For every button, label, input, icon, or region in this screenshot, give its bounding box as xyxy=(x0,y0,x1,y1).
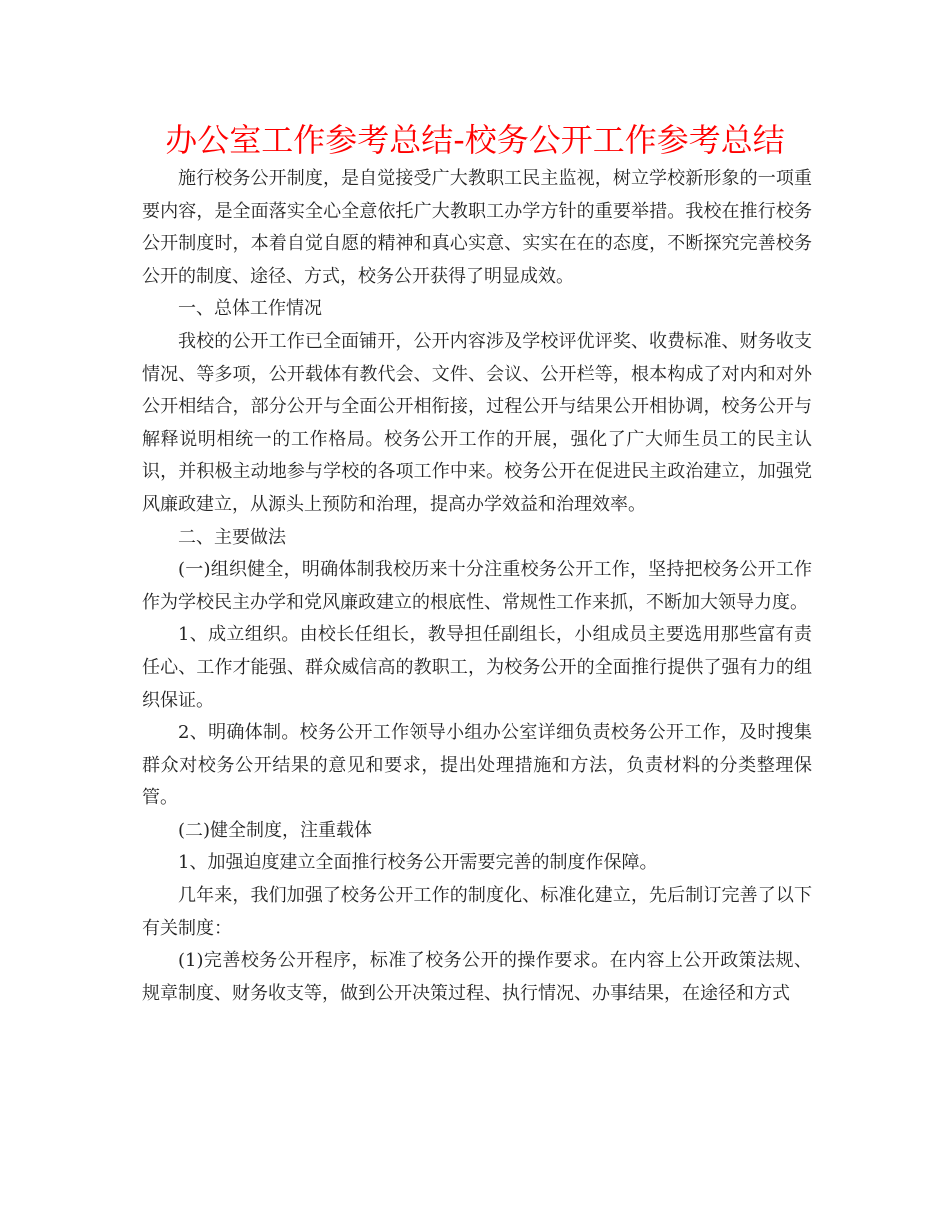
paragraph-establish-group: 1、成立组织。由校长任组长，教导担任副组长，小组成员主要选用那些富有责任心、工作才能强、群众威信高的教职工，为校务公开的全面推行提供了强有力的组织保证。 xyxy=(142,624,812,711)
paragraph-overview: 我校的公开工作已全面铺开，公开内容涉及学校评优评奖、收费标准、财务收支情况、等多项，公开载体有教代会、文件、会议、公开栏等，根本构成了对内和对外公开相结合，部分公开与全面公开相衔接，过程公开与结果公开相协调，校务公开与解释说明相统一的工作格局。校务公开工作的开展，强化了广大师生员工的民主认识，并积极主动地参与学校的各项工作中来。校务公开在促进民主政治建立，加强党风廉政建立，从源头上预防和治理，提高办学效益和治理效率。 xyxy=(142,330,812,515)
section-heading-practices: 二、主要做法 xyxy=(178,526,286,548)
paragraph-intro: 施行校务公开制度，是自觉接受广大教职工民主监视，树立学校新形象的一项重要内容，是全面落实全心全意依托广大教职工办学方针的重要举措。我校在推行校务公开制度时，本着自觉自愿的精神和真心实意、实实在在的态度，不断探究完善校务公开的制度、途径、方式，校务公开获得了明显成效。 xyxy=(142,168,812,287)
paragraph-years: 几年来，我们加强了校务公开工作的制度化、标准化建立，先后制订完善了以下有关制度： xyxy=(142,885,812,939)
document-title: 办公室工作参考总结-校务公开工作参考总结 xyxy=(165,121,785,159)
paragraph-procedure: (1)完善校务公开程序，标准了校务公开的操作要求。在内容上公开政策法规、规章制度、财务收支等，做到公开决策过程、执行情况、办事结果，在途径和方式 xyxy=(142,950,812,1004)
subheading-rules: (二)健全制度，注重载体 xyxy=(178,819,373,841)
document-body xyxy=(142,163,812,1010)
paragraph-organization: (一)组织健全，明确体制我校历来十分注重校务公开工作，坚持把校务公开工作作为学校民主办学和党风廉政建立的根底性、常规性工作来抓，不断加大领导力度。 xyxy=(142,559,812,613)
paragraph-rules-1: 1、加强迫度建立全面推行校务公开需要完善的制度作保障。 xyxy=(178,852,658,874)
section-heading-overview: 一、总体工作情况 xyxy=(178,298,322,320)
paragraph-clarify-system: 2、明确体制。校务公开工作领导小组办公室详细负责校务公开工作，及时搜集群众对校务公开结果的意见和要求，提出处理措施和方法，负责材料的分类整理保管。 xyxy=(142,722,812,809)
